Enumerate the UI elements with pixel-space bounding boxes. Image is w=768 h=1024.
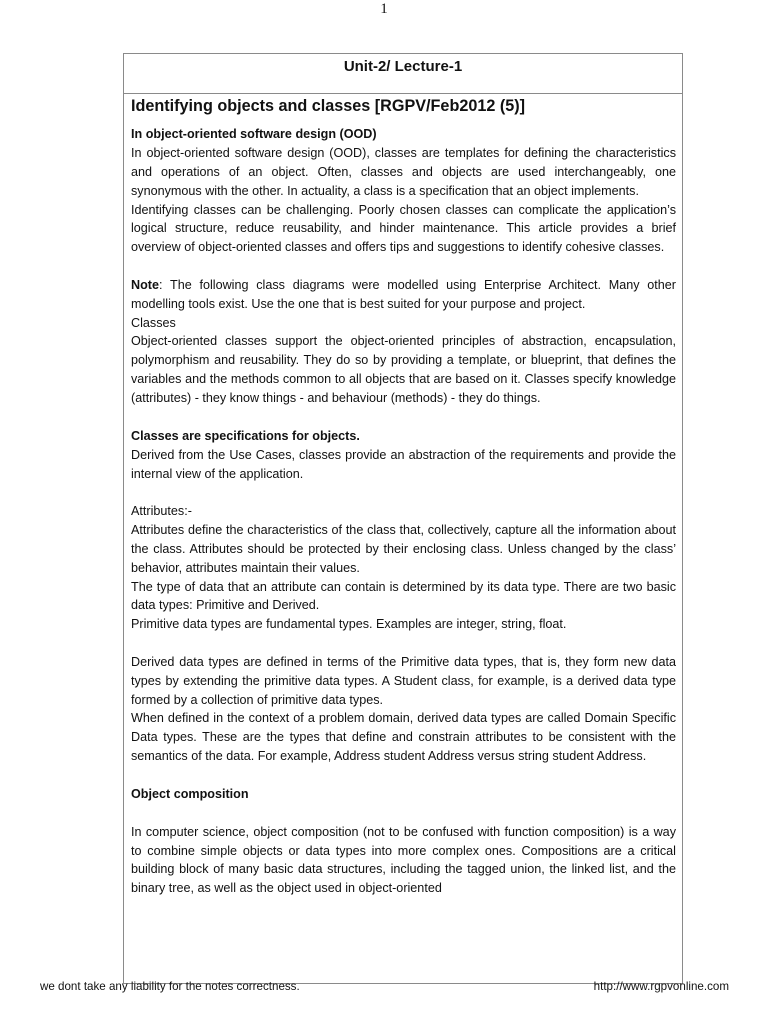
footer-disclaimer: we dont take any liability for the notes correctness. — [40, 980, 300, 993]
attributes-heading: Attributes:- — [131, 504, 192, 519]
derived-paragraph-2: When defined in the context of a problem domain, derived data types are called Domain Specific Data types. These are the types that define and constrain attributes to be consistent with the semantics of the data. For example, Address student Address versus string student Address. — [131, 711, 676, 764]
ood-heading: In object-oriented software design (OOD) — [131, 127, 377, 141]
spacer — [131, 634, 676, 653]
attributes-paragraph-3: Primitive data types are fundamental types. Examples are integer, string, float. — [131, 617, 567, 632]
section-title: Identifying objects and classes [RGPV/Feb2012 (5)] — [131, 97, 526, 115]
attributes-paragraph-1: Attributes define the characteristics of the class that, collectively, capture all the information about the class. Attributes should be protected by their enclosing class. Unless changed by the class’ behavior, attributes maintain their values. — [131, 523, 676, 575]
lecture-frame — [123, 53, 683, 984]
composition-paragraph: In computer science, object composition (not to be confused with function composition) is a way to combine simple objects or data types into more complex ones. Compositions are a critical building block of many basic data structures, including the tagged union, the linked list, and the binary tree, as well as the object used in object-oriented — [131, 824, 676, 896]
classes-paragraph: Object-oriented classes support the object-oriented principles of abstraction, encapsulation, polymorphism and reusability. They do so by providing a template, or blueprint, that defines the variables and the methods common to all objects that are based on it. Classes specify knowledge (attributes) - they know things - and behaviour (methods) - they do things. — [131, 334, 676, 405]
spacer — [131, 483, 676, 502]
composition-heading: Object composition — [131, 786, 249, 801]
classes-heading: Classes — [131, 315, 176, 330]
unit-header: Unit-2/ Lecture-1 — [124, 54, 682, 94]
note-label: Note — [131, 277, 159, 292]
specs-heading: Classes are specifications for objects. — [131, 428, 360, 443]
note-text: : The following class diagrams were modelled using Enterprise Architect. Many other modelling tools exist. Use the one that is best suited for your purpose and project. — [131, 277, 676, 311]
specs-paragraph: Derived from the Use Cases, classes provide an abstraction of the requirements and provide the internal view of the application. — [131, 447, 676, 481]
page-number: 1 — [380, 1, 388, 17]
attributes-paragraph-2: The type of data that an attribute can contain is determined by its data type. There are two basic data types: Primitive and Derived. — [131, 579, 676, 613]
footer-url[interactable]: http://www.rgpvonline.com — [593, 980, 729, 993]
ood-paragraph-2: Identifying classes can be challenging. Poorly chosen classes can complicate the application’s logical structure, reduce reusability, and hinder maintenance. This article provides a brief overview of object-oriented classes and offers tips and suggestions to identify cohesive classes. — [131, 202, 676, 255]
spacer — [131, 766, 676, 785]
spacer — [131, 408, 676, 427]
spacer — [131, 257, 676, 276]
spacer — [131, 804, 676, 823]
derived-paragraph-1: Derived data types are defined in terms of the Primitive data types, that is, they form new data types by extending the primitive data types. A Student class, for example, is a derived data type formed by a collection of primitive data types. — [131, 654, 676, 707]
note-paragraph — [131, 276, 676, 314]
ood-paragraph-1: In object-oriented software design (OOD), classes are templates for defining the characteristics and operations of an object. Often, classes and objects are used interchangeably, one synonymous with the other. In actuality, a class is a specification that an object implements. — [131, 146, 676, 198]
lecture-content — [124, 94, 682, 898]
